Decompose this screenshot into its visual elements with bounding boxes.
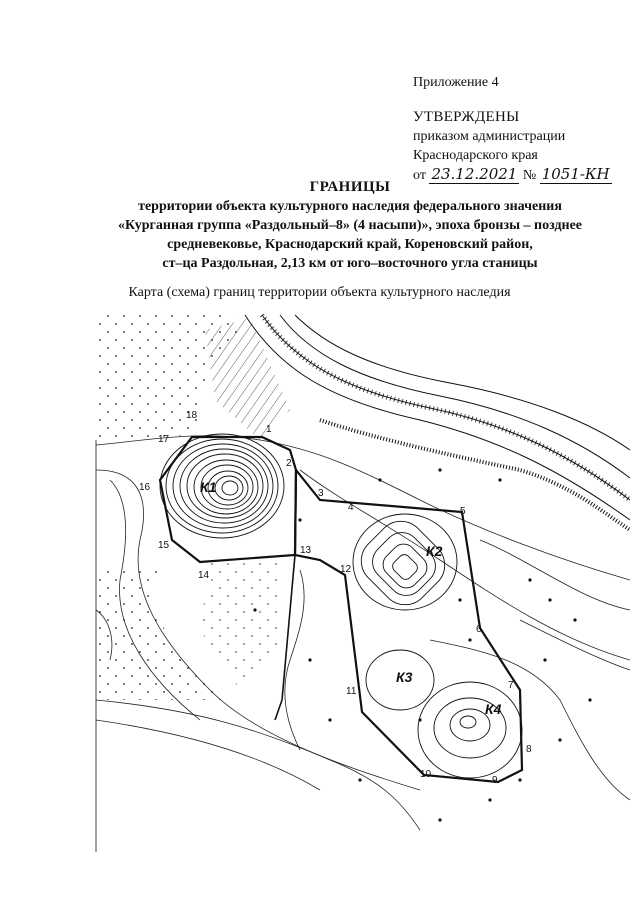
point-label-15: 15 [158,540,170,551]
appendix-label: Приложение 4 [413,75,499,90]
point-label-6: 6 [476,624,482,635]
road [245,315,630,530]
point-label-3: 3 [318,488,324,499]
point-label-17: 17 [158,434,170,445]
map-caption: Карта (схема) границ территории объекта культурного наследия [128,285,511,300]
date-prefix: от [413,168,426,183]
point-label-14: 14 [198,570,210,581]
title-line-4: ст–ца Раздольная, 2,13 км от юго–восточного угла станицы [162,256,538,271]
point-label-8: 8 [526,744,532,755]
number-prefix: № [522,168,537,183]
hatched-slope [205,318,290,440]
document-title: ГРАНИЦЫ [309,179,391,195]
point-label-10: 10 [420,769,432,780]
point-label-1: 1 [266,424,272,435]
mound-label-k4: К4 [485,701,502,717]
point-label-12: 12 [340,564,352,575]
approved-heading: УТВЕРЖДЕНЫ [413,109,520,125]
title-line-3: средневековье, Краснодарский край, Кореновский район, [167,237,533,252]
point-label-13: 13 [300,545,312,556]
order-line-2: Краснодарского края [413,148,538,163]
mound-k1-contours [160,434,284,538]
point-label-5: 5 [460,506,466,517]
title-line-2: «Курганная группа «Раздольный–8» (4 насыпи)», эпоха бронзы – позднее [117,218,583,233]
order-date: 23.12.2021 [431,165,518,183]
point-label-18: 18 [186,410,198,421]
mound-k4-contours [418,682,522,778]
order-number: 1051-КН [541,165,610,183]
boundary-polygon-k2-k4 [295,470,522,782]
terrain-contours [96,436,630,830]
order-line-1: приказом администрации [413,129,566,144]
map-area [96,315,630,830]
point-label-9: 9 [492,775,498,786]
mound-k2-contours [351,511,457,614]
mound-label-k1: К1 [200,479,217,495]
point-label-4: 4 [348,502,354,513]
point-label-2: 2 [286,458,292,469]
point-label-16: 16 [139,482,151,493]
title-line-1: территории объекта культурного наследия федерального значения [138,199,562,214]
mound-label-k3: К3 [396,669,413,685]
point-label-7: 7 [508,680,514,691]
point-label-11: 11 [346,686,357,697]
mound-label-k2: К2 [426,543,443,559]
dotted-zone-center [200,560,282,690]
